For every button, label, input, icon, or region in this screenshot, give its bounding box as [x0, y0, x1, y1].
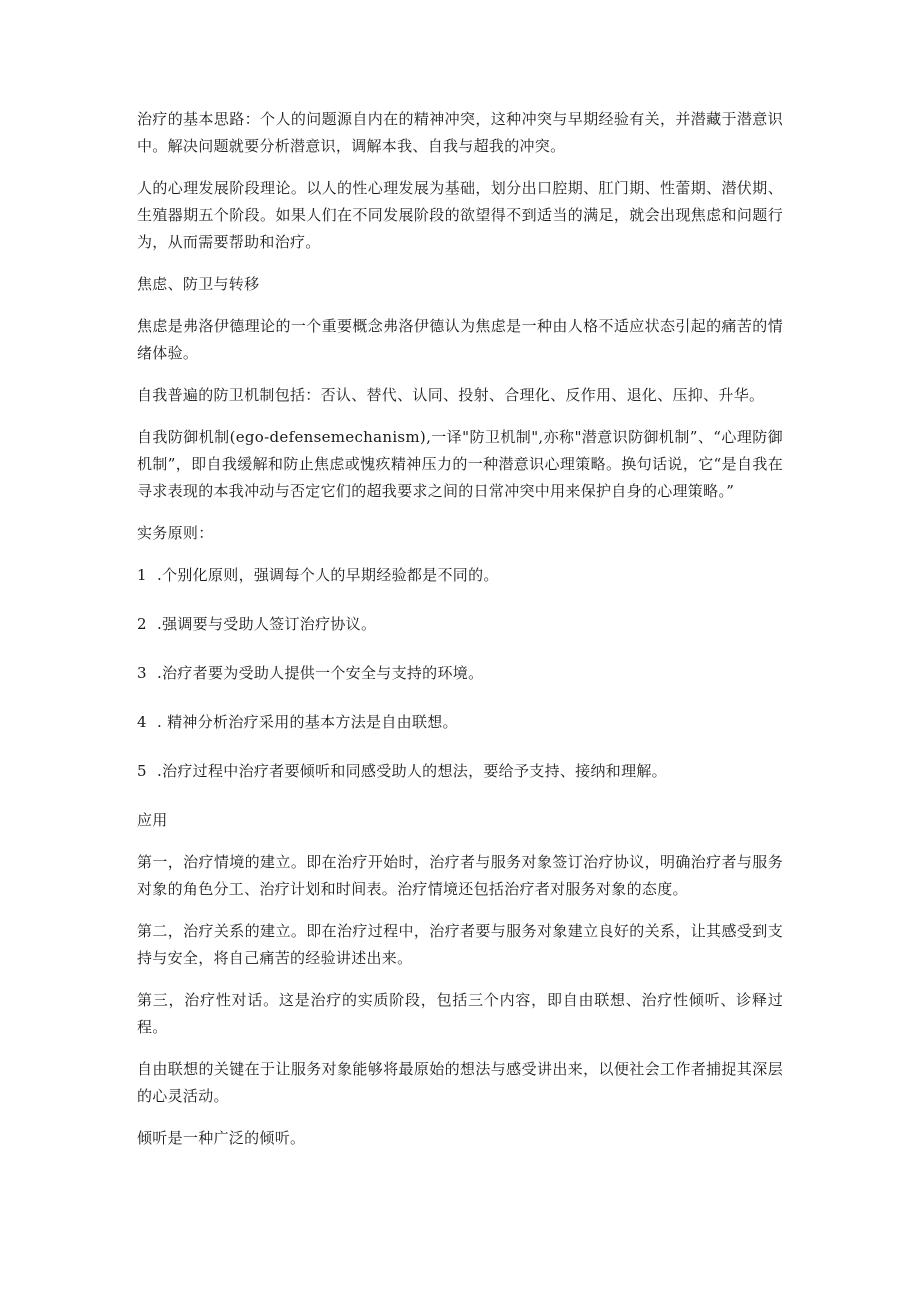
- list-item: [137, 660, 783, 687]
- paragraph-ego-defense: 自我防御机制(ego-defensemechanism),一译"防卫机制",亦称"潜意识防御机制”、“心理防御机制”，即自我缓解和防止焦虑或愧疚精神压力的一种潜意识心理策略。换句话说，它“是自我在寻求表现的本我冲动与否定它们的超我要求之间的日常冲突中用来保护自身的心理策略。”: [137, 428, 783, 500]
- paragraph-treatment-setting: 第一，治疗情境的建立。即在治疗开始时，治疗者与服务对象签订治疗协议，明确治疗者与服务对象的角色分工、治疗计划和时间表。治疗情境还包括治疗者对服务对象的态度。: [137, 853, 783, 898]
- list-item-number: 3: [137, 664, 147, 682]
- list-item-text: .治疗者要为受助人提供一个安全与支持的环境。: [157, 664, 484, 682]
- list-item-text: .个别化原则，强调每个人的早期经验都是不同的。: [157, 566, 499, 584]
- list-item-number: 5: [137, 762, 147, 780]
- paragraph-treatment-approach: 治疗的基本思路：个人的问题源自内在的精神冲突，这种冲突与早期经验有关，并潜藏于潜意识中。解决问题就要分析潜意识，调解本我、自我与超我的冲突。: [137, 110, 783, 155]
- paragraph-listening: 倾听是一种广泛的倾听。: [137, 1129, 306, 1147]
- document-body: [137, 106, 783, 1167]
- section-heading-application: 应用: [137, 811, 168, 829]
- section-heading-practice-principles: 实务原则：: [137, 524, 214, 542]
- section-heading-anxiety: 焦虑、防卫与转移: [137, 275, 260, 293]
- paragraph-therapeutic-dialogue: 第三，治疗性对话。这是治疗的实质阶段，包括三个内容，即自由联想、治疗性倾听、诊释过程。: [137, 991, 783, 1036]
- list-item: [137, 611, 783, 638]
- list-item-text: .强调要与受助人签订治疗协议。: [157, 615, 377, 633]
- paragraph-free-association: 自由联想的关键在于让服务对象能够将最原始的想法与感受讲出来，以便社会工作者捕捉其深层的心灵活动。: [137, 1060, 783, 1105]
- list-item-text: .治疗过程中治疗者要倾听和同感受助人的想法，要给予支持、接纳和理解。: [157, 762, 667, 780]
- list-item-number: 4: [137, 713, 147, 731]
- paragraph-anxiety-definition: 焦虑是弗洛伊德理论的一个重要概念弗洛伊德认为焦虑是一种由人格不适应状态引起的痛苦的情绪体验。: [137, 317, 783, 362]
- list-item: [137, 562, 783, 589]
- paragraph-defense-mechanisms: 自我普遍的防卫机制包括：否认、替代、认同、投射、合理化、反作用、退化、压抑、升华。: [137, 386, 765, 404]
- list-item: [137, 758, 783, 785]
- paragraph-treatment-relationship: 第二，治疗关系的建立。即在治疗过程中，治疗者要与服务对象建立良好的关系，让其感受到支持与安全，将自己痛苦的经验讲述出来。: [137, 922, 783, 967]
- paragraph-development-stages: 人的心理发展阶段理论。以人的性心理发展为基础，划分出口腔期、肛门期、性蕾期、潜伏期、生殖器期五个阶段。如果人们在不同发展阶段的欲望得不到适当的满足，就会出现焦虑和问题行为，从而需要帮助和治疗。: [137, 179, 783, 251]
- list-item: [137, 709, 783, 736]
- list-item-number: 1: [137, 566, 147, 584]
- list-item-number: 2: [137, 615, 147, 633]
- list-item-text: . 精神分析治疗采用的基本方法是自由联想。: [157, 713, 458, 731]
